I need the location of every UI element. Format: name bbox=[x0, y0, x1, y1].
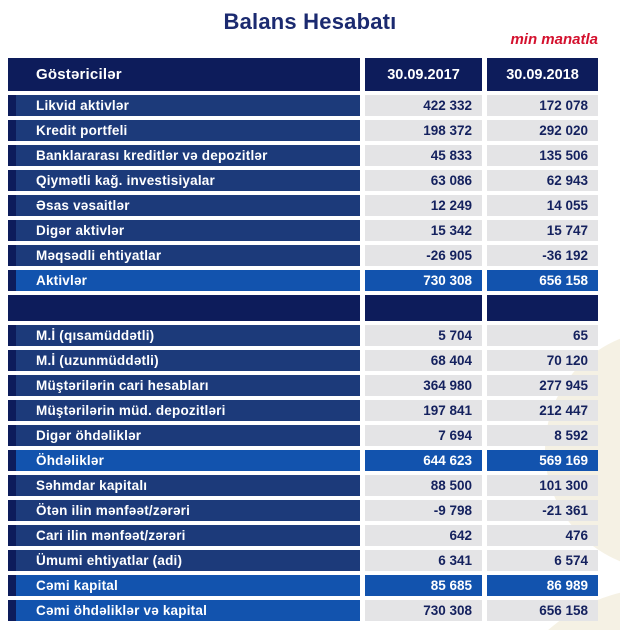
row-label: Cəmi öhdəliklər və kapital bbox=[8, 600, 360, 621]
row-value-2017: -9 798 bbox=[365, 500, 482, 521]
table-row bbox=[8, 195, 598, 216]
page-title: Balans Hesabatı bbox=[223, 9, 397, 34]
row-value-2017: 88 500 bbox=[365, 475, 482, 496]
table-row bbox=[8, 400, 598, 421]
row-value-2017: 644 623 bbox=[365, 450, 482, 471]
row-value-2018: 6 574 bbox=[487, 550, 598, 571]
row-value-2017: 198 372 bbox=[365, 120, 482, 141]
row-value-2017: 45 833 bbox=[365, 145, 482, 166]
row-value-2018: 65 bbox=[487, 325, 598, 346]
row-label: Aktivlər bbox=[8, 270, 360, 291]
table-row bbox=[8, 170, 598, 191]
row-label: Səhmdar kapitalı bbox=[8, 475, 360, 496]
balance-table bbox=[8, 58, 598, 621]
table-row bbox=[8, 525, 598, 546]
row-label: Kredit portfeli bbox=[8, 120, 360, 141]
row-value-2018: 292 020 bbox=[487, 120, 598, 141]
row-value-2018: 656 158 bbox=[487, 600, 598, 621]
row-label: Müştərilərin cari hesabları bbox=[8, 375, 360, 396]
row-value-2017: 730 308 bbox=[365, 270, 482, 291]
row-value-2017: 7 694 bbox=[365, 425, 482, 446]
row-value-2018: 569 169 bbox=[487, 450, 598, 471]
row-label: Qiymətli kağ. investisiyalar bbox=[8, 170, 360, 191]
table-row bbox=[8, 500, 598, 521]
spacer-cell bbox=[8, 295, 360, 321]
row-value-2018: 476 bbox=[487, 525, 598, 546]
row-value-2018: 86 989 bbox=[487, 575, 598, 596]
row-value-2017: 197 841 bbox=[365, 400, 482, 421]
header-date-2018: 30.09.2018 bbox=[487, 58, 598, 91]
row-label: Məqsədli ehtiyatlar bbox=[8, 245, 360, 266]
unit-note: min manatla bbox=[510, 31, 598, 48]
table-row bbox=[8, 600, 598, 621]
row-value-2018: 135 506 bbox=[487, 145, 598, 166]
row-value-2018: 212 447 bbox=[487, 400, 598, 421]
table-row bbox=[8, 425, 598, 446]
row-value-2017: 15 342 bbox=[365, 220, 482, 241]
table-row bbox=[8, 220, 598, 241]
header-indicators: Göstəricilər bbox=[8, 58, 360, 91]
row-value-2017: 68 404 bbox=[365, 350, 482, 371]
table-row bbox=[8, 550, 598, 571]
row-value-2017: 63 086 bbox=[365, 170, 482, 191]
row-value-2017: 642 bbox=[365, 525, 482, 546]
table-row bbox=[8, 325, 598, 346]
row-label: Likvid aktivlər bbox=[8, 95, 360, 116]
row-value-2017: -26 905 bbox=[365, 245, 482, 266]
row-value-2018: 277 945 bbox=[487, 375, 598, 396]
row-value-2018: 172 078 bbox=[487, 95, 598, 116]
row-label: Digər öhdəliklər bbox=[8, 425, 360, 446]
row-label: Cari ilin mənfəət/zərəri bbox=[8, 525, 360, 546]
row-value-2017: 6 341 bbox=[365, 550, 482, 571]
row-value-2018: 8 592 bbox=[487, 425, 598, 446]
table-row bbox=[8, 95, 598, 116]
table-row bbox=[8, 350, 598, 371]
row-value-2017: 12 249 bbox=[365, 195, 482, 216]
row-label: Ötən ilin mənfəət/zərəri bbox=[8, 500, 360, 521]
row-label: Müştərilərin müd. depozitləri bbox=[8, 400, 360, 421]
row-label: Öhdəliklər bbox=[8, 450, 360, 471]
row-value-2018: 70 120 bbox=[487, 350, 598, 371]
header-date-2017: 30.09.2017 bbox=[365, 58, 482, 91]
row-label: Əsas vəsaitlər bbox=[8, 195, 360, 216]
row-value-2018: -36 192 bbox=[487, 245, 598, 266]
table-row bbox=[8, 375, 598, 396]
table-header-row bbox=[8, 58, 598, 91]
row-label: Digər aktivlər bbox=[8, 220, 360, 241]
table-row bbox=[8, 145, 598, 166]
table-row bbox=[8, 475, 598, 496]
spacer-row bbox=[8, 295, 598, 321]
row-value-2017: 730 308 bbox=[365, 600, 482, 621]
table-row bbox=[8, 270, 598, 291]
table-row bbox=[8, 245, 598, 266]
row-value-2018: 656 158 bbox=[487, 270, 598, 291]
row-value-2018: 101 300 bbox=[487, 475, 598, 496]
row-value-2018: -21 361 bbox=[487, 500, 598, 521]
row-label: Banklararası kreditlər və depozitlər bbox=[8, 145, 360, 166]
table-row bbox=[8, 120, 598, 141]
spacer-cell bbox=[365, 295, 482, 321]
row-value-2018: 62 943 bbox=[487, 170, 598, 191]
table-row bbox=[8, 575, 598, 596]
row-value-2018: 14 055 bbox=[487, 195, 598, 216]
row-label: Ümumi ehtiyatlar (adi) bbox=[8, 550, 360, 571]
spacer-cell bbox=[487, 295, 598, 321]
row-label: Cəmi kapital bbox=[8, 575, 360, 596]
row-value-2017: 364 980 bbox=[365, 375, 482, 396]
row-value-2017: 85 685 bbox=[365, 575, 482, 596]
row-value-2018: 15 747 bbox=[487, 220, 598, 241]
row-label: M.İ (uzunmüddətli) bbox=[8, 350, 360, 371]
row-value-2017: 422 332 bbox=[365, 95, 482, 116]
row-label: M.İ (qısamüddətli) bbox=[8, 325, 360, 346]
table-row bbox=[8, 450, 598, 471]
row-value-2017: 5 704 bbox=[365, 325, 482, 346]
